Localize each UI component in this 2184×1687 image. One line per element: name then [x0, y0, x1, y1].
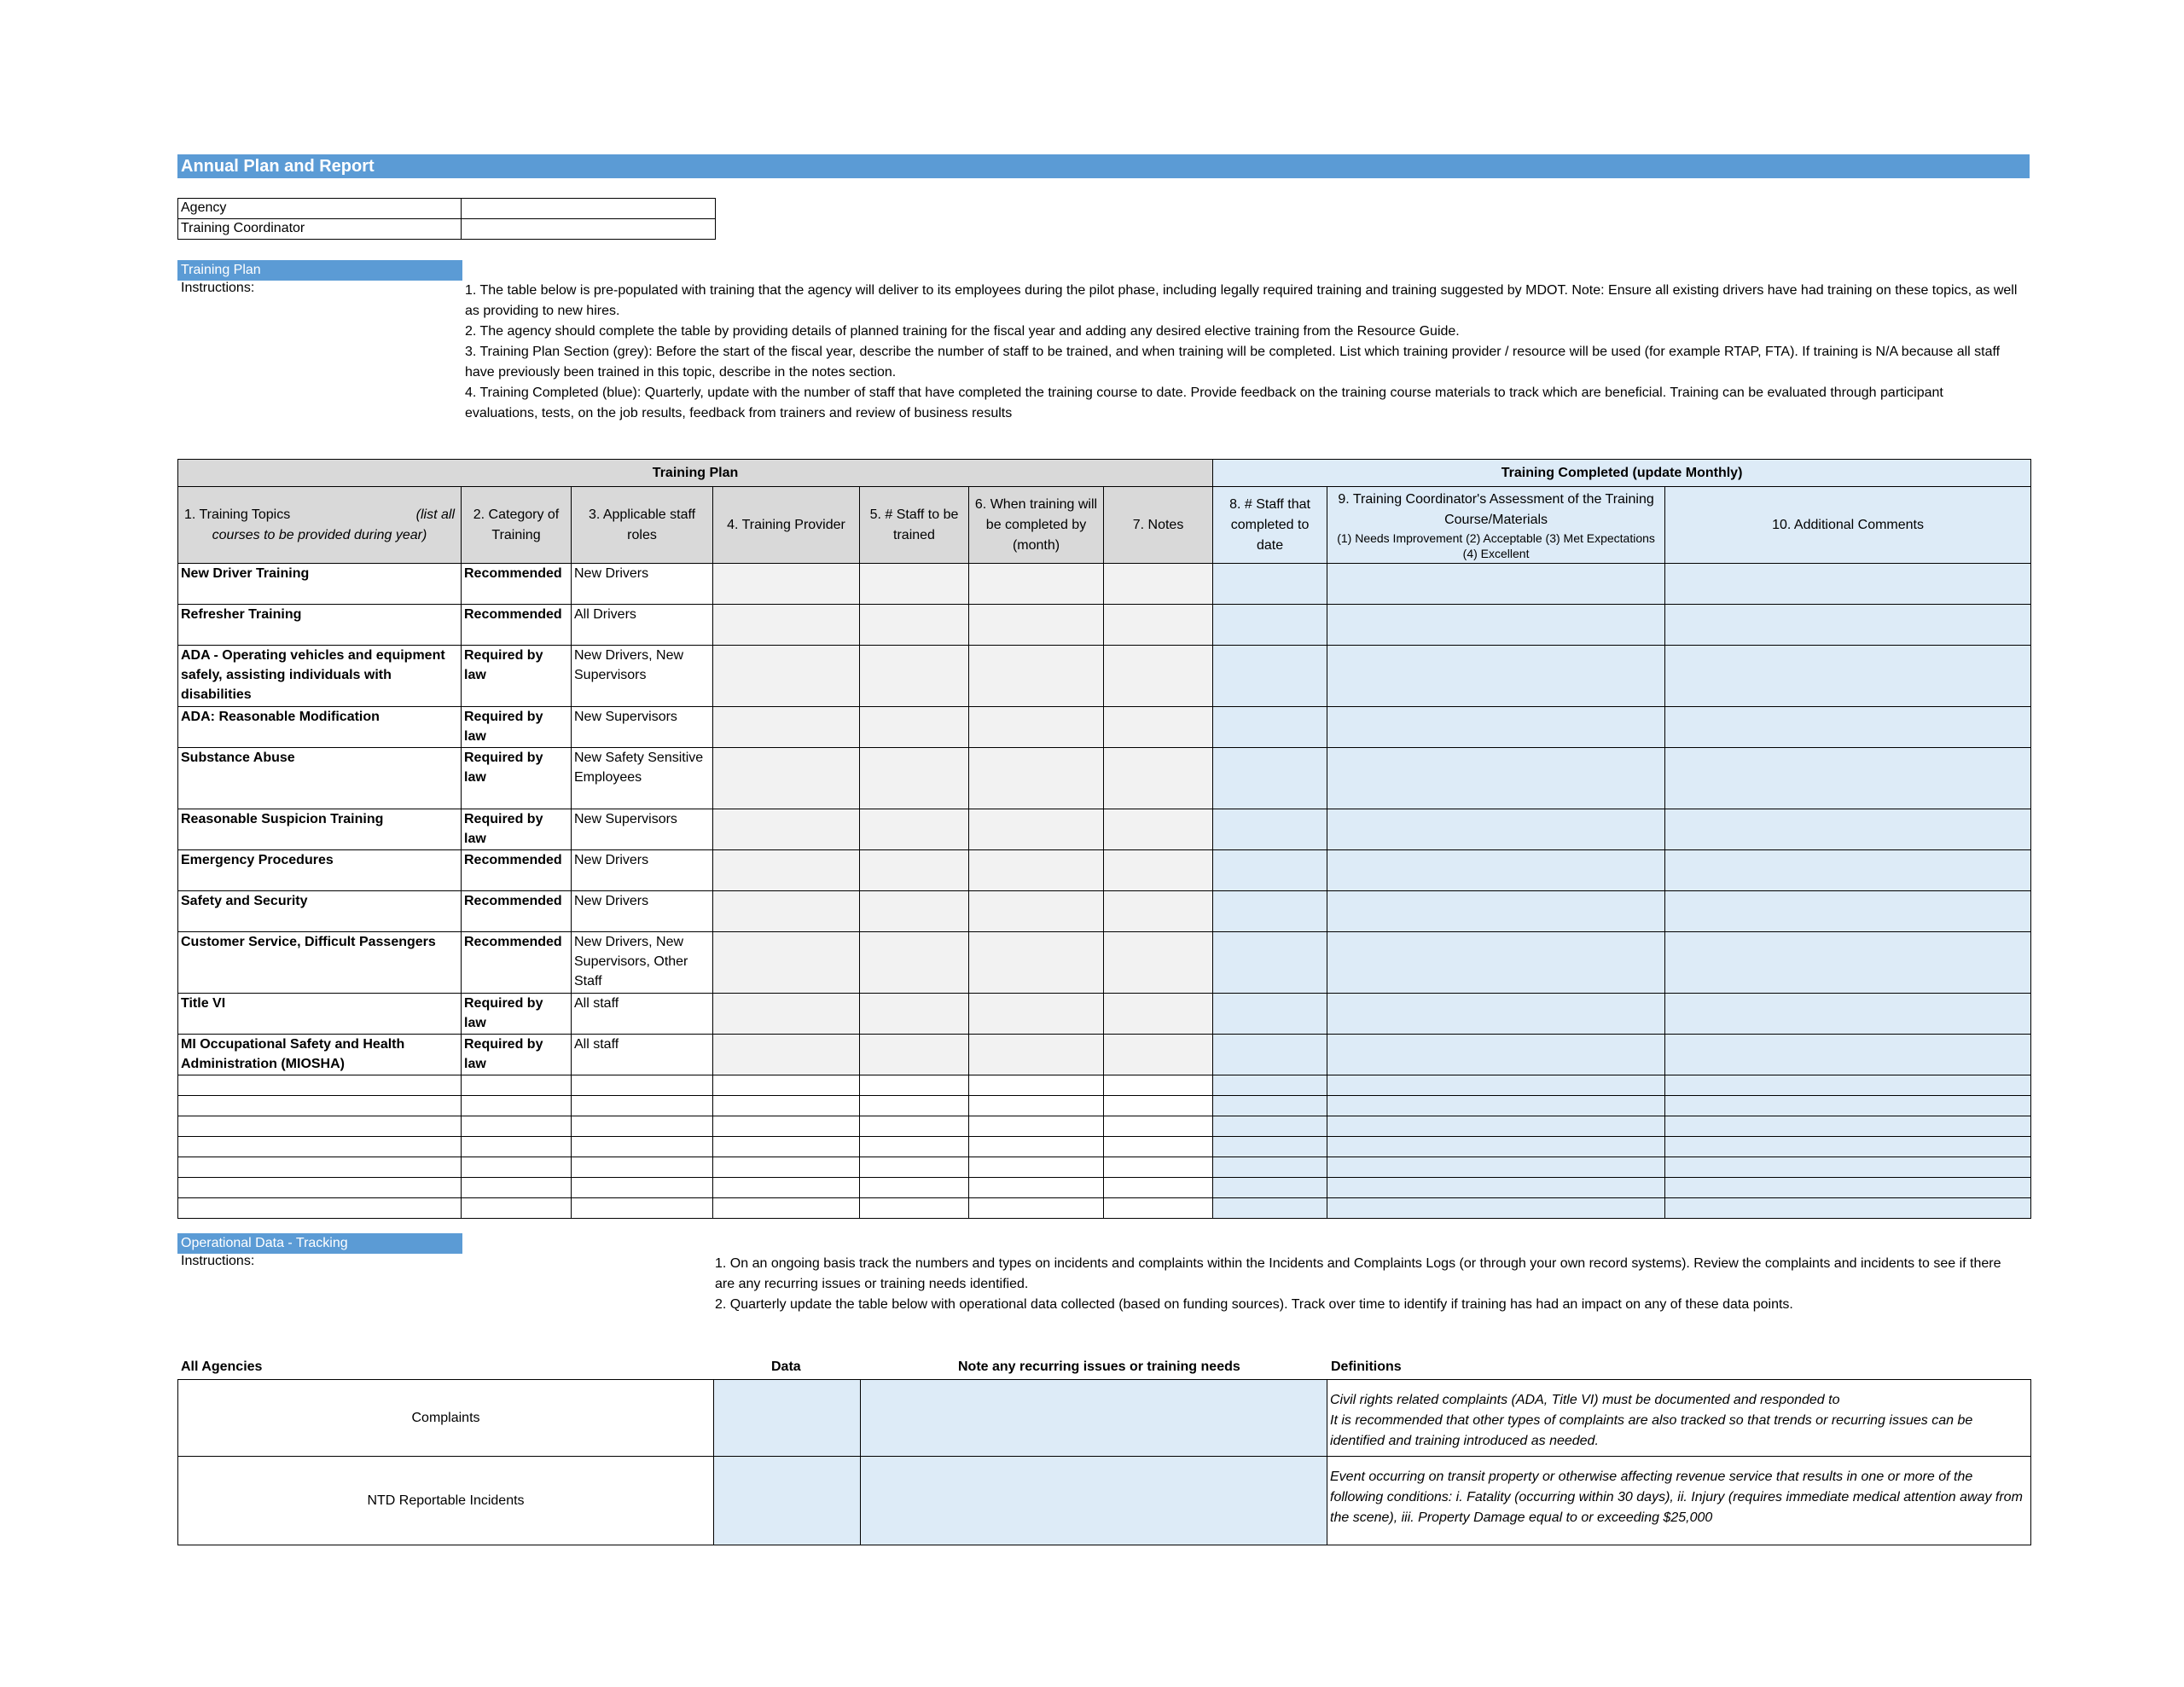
blank-cell[interactable] [713, 1116, 860, 1137]
col-header-roles: 3. Applicable staff roles [572, 487, 713, 564]
topic-cell: ADA: Reasonable Modification [178, 707, 462, 748]
staff-to-train-cell[interactable] [860, 748, 969, 809]
training-instructions [465, 281, 2018, 424]
topic-cell: Emergency Procedures [178, 850, 462, 891]
blank-cell[interactable] [462, 1137, 572, 1157]
blank-cell[interactable] [969, 1157, 1104, 1178]
comments-cell[interactable] [1665, 850, 2031, 891]
ops-definition-cell [1327, 1457, 2031, 1545]
roles-cell: All staff [572, 1035, 713, 1075]
table-row [178, 994, 2031, 1035]
comments-cell[interactable] [1665, 994, 2031, 1035]
staff-completed-cell[interactable] [1213, 809, 1327, 850]
col-header-topics-note-b: courses to be provided during year) [212, 527, 427, 542]
provider-cell[interactable] [713, 809, 860, 850]
staff-to-train-cell[interactable] [860, 646, 969, 707]
blank-row [178, 1075, 2031, 1096]
blank-cell[interactable] [713, 1137, 860, 1157]
assessment-cell[interactable] [1327, 605, 1665, 646]
operational-instructions [715, 1254, 2020, 1315]
blank-cell[interactable] [178, 1178, 462, 1198]
table-row [178, 932, 2031, 994]
blank-cell[interactable] [1104, 1157, 1213, 1178]
plan-group-header: Training Plan [178, 460, 1213, 487]
roles-cell: New Supervisors [572, 809, 713, 850]
coordinator-field[interactable] [462, 219, 716, 240]
blank-cell[interactable] [1665, 1137, 2031, 1157]
staff-completed-cell[interactable] [1213, 891, 1327, 932]
comments-cell[interactable] [1665, 932, 2031, 994]
blank-cell[interactable] [860, 1116, 969, 1137]
col-header-when-completed: 6. When training will be completed by (month) [969, 487, 1104, 564]
topic-cell: MI Occupational Safety and Health Administration (MIOSHA) [178, 1035, 462, 1075]
provider-cell[interactable] [713, 932, 860, 994]
blank-cell[interactable] [1104, 1075, 1213, 1096]
assessment-cell[interactable] [1327, 850, 1665, 891]
blank-cell[interactable] [462, 1075, 572, 1096]
definition-line: Civil rights related complaints (ADA, Title VI) must be documented and responded to [1330, 1393, 1840, 1407]
provider-cell[interactable] [713, 646, 860, 707]
when-completed-cell[interactable] [969, 564, 1104, 605]
ops-header-agencies: All Agencies [181, 1359, 263, 1374]
col-header-topics-main: 1. Training Topics [184, 507, 291, 522]
comments-cell[interactable] [1665, 707, 2031, 748]
category-cell: Required by law [462, 748, 572, 809]
topic-cell: Title VI [178, 994, 462, 1035]
col-header-category: 2. Category of Training [462, 487, 572, 564]
agency-label: Agency [178, 199, 462, 219]
blank-cell[interactable] [713, 1075, 860, 1096]
staff-completed-cell[interactable] [1213, 564, 1327, 605]
blank-cell[interactable] [969, 1178, 1104, 1198]
blank-cell[interactable] [860, 1137, 969, 1157]
blank-cell[interactable] [860, 1178, 969, 1198]
assessment-cell[interactable] [1327, 564, 1665, 605]
blank-cell[interactable] [860, 1096, 969, 1116]
staff-completed-cell[interactable] [1213, 707, 1327, 748]
notes-cell[interactable] [1104, 891, 1213, 932]
blank-cell[interactable] [969, 1075, 1104, 1096]
table-row [178, 809, 2031, 850]
blank-cell[interactable] [1665, 1075, 2031, 1096]
blank-cell[interactable] [1213, 1137, 1327, 1157]
assessment-cell[interactable] [1327, 891, 1665, 932]
ops-note-cell[interactable] [861, 1380, 1327, 1457]
table-row [178, 646, 2031, 707]
category-cell: Required by law [462, 809, 572, 850]
notes-cell[interactable] [1104, 1035, 1213, 1075]
table-row [178, 605, 2031, 646]
notes-cell[interactable] [1104, 994, 1213, 1035]
topic-cell: Substance Abuse [178, 748, 462, 809]
notes-cell[interactable] [1104, 707, 1213, 748]
blank-cell[interactable] [860, 1157, 969, 1178]
comments-cell[interactable] [1665, 891, 2031, 932]
provider-cell[interactable] [713, 605, 860, 646]
staff-to-train-cell[interactable] [860, 564, 969, 605]
provider-cell[interactable] [713, 707, 860, 748]
notes-cell[interactable] [1104, 748, 1213, 809]
category-cell: Recommended [462, 605, 572, 646]
col-header-notes: 7. Notes [1104, 487, 1213, 564]
roles-cell: New Safety Sensitive Employees [572, 748, 713, 809]
blank-row [178, 1116, 2031, 1137]
roles-cell: New Supervisors [572, 707, 713, 748]
blank-cell[interactable] [572, 1116, 713, 1137]
blank-cell[interactable] [572, 1137, 713, 1157]
when-completed-cell[interactable] [969, 707, 1104, 748]
when-completed-cell[interactable] [969, 994, 1104, 1035]
category-cell: Required by law [462, 994, 572, 1035]
blank-cell[interactable] [969, 1116, 1104, 1137]
staff-to-train-cell[interactable] [860, 994, 969, 1035]
notes-cell[interactable] [1104, 605, 1213, 646]
ops-header-definitions: Definitions [1331, 1359, 1402, 1374]
training-plan-section-label: Training Plan [177, 260, 462, 281]
blank-cell[interactable] [178, 1075, 462, 1096]
blank-cell[interactable] [462, 1096, 572, 1116]
roles-cell: New Drivers, New Supervisors [572, 646, 713, 707]
blank-cell[interactable] [969, 1198, 1104, 1219]
operational-instructions-label: Instructions: [181, 1254, 255, 1268]
ops-definition-cell [1327, 1380, 2031, 1457]
staff-completed-cell[interactable] [1213, 850, 1327, 891]
operational-data-table [177, 1379, 2031, 1545]
operational-instruction-1: 1. On an ongoing basis track the numbers and types on incidents and complaints within the Incidents and Complaints Logs (or through your own record systems). Review the complaints and incidents to see if there are any recurring issues or training needs identified. [715, 1256, 2001, 1291]
staff-to-train-cell[interactable] [860, 707, 969, 748]
blank-cell[interactable] [178, 1116, 462, 1137]
blank-cell[interactable] [1104, 1178, 1213, 1198]
when-completed-cell[interactable] [969, 932, 1104, 994]
category-cell: Recommended [462, 932, 572, 994]
when-completed-cell[interactable] [969, 809, 1104, 850]
ops-label-cell: Complaints [178, 1380, 714, 1457]
blank-row [178, 1178, 2031, 1198]
staff-to-train-cell[interactable] [860, 1035, 969, 1075]
provider-cell[interactable] [713, 850, 860, 891]
table-row [178, 564, 2031, 605]
blank-cell[interactable] [1213, 1157, 1327, 1178]
assessment-cell[interactable] [1327, 809, 1665, 850]
blank-cell[interactable] [1213, 1178, 1327, 1198]
staff-to-train-cell[interactable] [860, 850, 969, 891]
page-title: Annual Plan and Report [177, 154, 2030, 178]
blank-cell[interactable] [1665, 1178, 2031, 1198]
blank-row [178, 1137, 2031, 1157]
ops-label-cell: NTD Reportable Incidents [178, 1457, 714, 1545]
when-completed-cell[interactable] [969, 850, 1104, 891]
topic-cell: Refresher Training [178, 605, 462, 646]
col-header-assessment-main: 9. Training Coordinator's Assessment of the Training Course/Materials [1338, 491, 1654, 527]
notes-cell[interactable] [1104, 850, 1213, 891]
blank-cell[interactable] [1327, 1116, 1665, 1137]
blank-cell[interactable] [572, 1075, 713, 1096]
col-header-topics [178, 487, 462, 564]
blank-cell[interactable] [1665, 1116, 2031, 1137]
operational-section-label: Operational Data - Tracking [177, 1233, 462, 1254]
blank-cell[interactable] [178, 1198, 462, 1219]
blank-cell[interactable] [462, 1198, 572, 1219]
provider-cell[interactable] [713, 1035, 860, 1075]
comments-cell[interactable] [1665, 1035, 2031, 1075]
blank-cell[interactable] [572, 1096, 713, 1116]
staff-to-train-cell[interactable] [860, 809, 969, 850]
staff-to-train-cell[interactable] [860, 891, 969, 932]
table-row [178, 707, 2031, 748]
topic-cell: New Driver Training [178, 564, 462, 605]
when-completed-cell[interactable] [969, 748, 1104, 809]
assessment-cell[interactable] [1327, 646, 1665, 707]
category-cell: Recommended [462, 564, 572, 605]
col-header-staff-completed: 8. # Staff that completed to date [1213, 487, 1327, 564]
blank-cell[interactable] [178, 1157, 462, 1178]
staff-completed-cell[interactable] [1213, 1035, 1327, 1075]
when-completed-cell[interactable] [969, 1035, 1104, 1075]
staff-completed-cell[interactable] [1213, 748, 1327, 809]
training-instruction-1: 1. The table below is pre-populated with training that the agency will deliver to its employees during the pilot phase, including legally required training and training suggested by MDOT. Note: Ensure all existing drivers have had training on these topics, as well as providing to new hires. [465, 283, 2018, 318]
col-header-provider: 4. Training Provider [713, 487, 860, 564]
blank-cell[interactable] [1327, 1096, 1665, 1116]
operational-instruction-2: 2. Quarterly update the table below with operational data collected (based on funding sources). Track over time to identify if training has had an impact on any of these data points. [715, 1297, 1793, 1312]
roles-cell: New Drivers [572, 850, 713, 891]
when-completed-cell[interactable] [969, 891, 1104, 932]
blank-cell[interactable] [713, 1178, 860, 1198]
staff-completed-cell[interactable] [1213, 646, 1327, 707]
when-completed-cell[interactable] [969, 646, 1104, 707]
col-header-assessment [1327, 487, 1665, 564]
blank-row [178, 1157, 2031, 1178]
assessment-cell[interactable] [1327, 932, 1665, 994]
blank-cell[interactable] [572, 1178, 713, 1198]
ops-header-note: Note any recurring issues or training needs [958, 1359, 1240, 1374]
training-instruction-4: 4. Training Completed (blue): Quarterly, update with the number of staff that have completed the training course to date. Provide feedback on the training course materials to track which are beneficial. Training can be evaluated through participant evaluations, tests, on the job results, feedback from trainers and review of business results [465, 386, 1943, 420]
blank-cell[interactable] [1213, 1096, 1327, 1116]
agency-info-table [177, 198, 716, 240]
coordinator-label: Training Coordinator [178, 219, 462, 240]
roles-cell: New Drivers, New Supervisors, Other Staff [572, 932, 713, 994]
training-instructions-label: Instructions: [181, 281, 255, 295]
assessment-cell[interactable] [1327, 994, 1665, 1035]
blank-cell[interactable] [713, 1198, 860, 1219]
assessment-cell[interactable] [1327, 1035, 1665, 1075]
blank-cell[interactable] [1213, 1198, 1327, 1219]
blank-cell[interactable] [1104, 1198, 1213, 1219]
blank-cell[interactable] [1327, 1137, 1665, 1157]
col-header-comments: 10. Additional Comments [1665, 487, 2031, 564]
ops-data-cell[interactable] [714, 1380, 861, 1457]
ops-data-cell[interactable] [714, 1457, 861, 1545]
topic-cell: Customer Service, Difficult Passengers [178, 932, 462, 994]
provider-cell[interactable] [713, 748, 860, 809]
assessment-cell[interactable] [1327, 707, 1665, 748]
blank-cell[interactable] [178, 1137, 462, 1157]
blank-cell[interactable] [572, 1198, 713, 1219]
blank-cell[interactable] [969, 1096, 1104, 1116]
notes-cell[interactable] [1104, 564, 1213, 605]
blank-cell[interactable] [1327, 1157, 1665, 1178]
definition-line: It is recommended that other types of complaints are also tracked so that trends or recurring issues can be identified and training introduced as needed. [1330, 1413, 1973, 1448]
blank-cell[interactable] [969, 1137, 1104, 1157]
blank-cell[interactable] [1104, 1116, 1213, 1137]
training-plan-table [177, 459, 2031, 1219]
blank-cell[interactable] [1104, 1137, 1213, 1157]
comments-cell[interactable] [1665, 605, 2031, 646]
comments-cell[interactable] [1665, 564, 2031, 605]
blank-cell[interactable] [1327, 1075, 1665, 1096]
blank-cell[interactable] [1213, 1116, 1327, 1137]
table-row [178, 891, 2031, 932]
table-row [178, 748, 2031, 809]
blank-row [178, 1198, 2031, 1219]
blank-cell[interactable] [462, 1157, 572, 1178]
category-cell: Recommended [462, 891, 572, 932]
blank-cell[interactable] [713, 1096, 860, 1116]
ops-note-cell[interactable] [861, 1457, 1327, 1545]
blank-cell[interactable] [1104, 1096, 1213, 1116]
col-header-staff-to-train: 5. # Staff to be trained [860, 487, 969, 564]
notes-cell[interactable] [1104, 809, 1213, 850]
blank-cell[interactable] [860, 1198, 969, 1219]
blank-cell[interactable] [1665, 1198, 2031, 1219]
comments-cell[interactable] [1665, 748, 2031, 809]
provider-cell[interactable] [713, 564, 860, 605]
category-cell: Required by law [462, 707, 572, 748]
col-header-topics-note-a: (list all [415, 507, 455, 522]
definition-line: Event occurring on transit property or otherwise affecting revenue service that results in one or more of the following conditions: i. Fatality (occurring within 30 days), ii. Injury (requires immediate medical attention away from the scene), iii. Property Damage equal to or exceeding $25,000 [1330, 1470, 2023, 1525]
blank-cell[interactable] [1665, 1157, 2031, 1178]
category-cell: Required by law [462, 646, 572, 707]
when-completed-cell[interactable] [969, 605, 1104, 646]
staff-completed-cell[interactable] [1213, 994, 1327, 1035]
notes-cell[interactable] [1104, 646, 1213, 707]
roles-cell: All Drivers [572, 605, 713, 646]
staff-completed-cell[interactable] [1213, 605, 1327, 646]
blank-cell[interactable] [572, 1157, 713, 1178]
category-cell: Required by law [462, 1035, 572, 1075]
blank-cell[interactable] [462, 1178, 572, 1198]
comments-cell[interactable] [1665, 809, 2031, 850]
col-header-assessment-scale: (1) Needs Improvement (2) Acceptable (3) Met Expectations (4) Excellent [1337, 530, 1655, 560]
staff-to-train-cell[interactable] [860, 605, 969, 646]
roles-cell: New Drivers [572, 891, 713, 932]
provider-cell[interactable] [713, 891, 860, 932]
roles-cell: New Drivers [572, 564, 713, 605]
ops-header-data: Data [771, 1359, 801, 1374]
blank-cell[interactable] [1327, 1178, 1665, 1198]
blank-cell[interactable] [178, 1096, 462, 1116]
blank-row [178, 1096, 2031, 1116]
provider-cell[interactable] [713, 994, 860, 1035]
notes-cell[interactable] [1104, 932, 1213, 994]
blank-cell[interactable] [860, 1075, 969, 1096]
training-instruction-2: 2. The agency should complete the table by providing details of planned training for the fiscal year and adding any desired elective training from the Resource Guide. [465, 324, 1460, 339]
topic-cell: ADA - Operating vehicles and equipment safely, assisting individuals with disabilities [178, 646, 462, 707]
staff-completed-cell[interactable] [1213, 932, 1327, 994]
blank-cell[interactable] [462, 1116, 572, 1137]
table-row [178, 850, 2031, 891]
blank-cell[interactable] [1665, 1096, 2031, 1116]
table-row [178, 1035, 2031, 1075]
comments-cell[interactable] [1665, 646, 2031, 707]
ops-row [178, 1380, 2031, 1457]
completed-group-header: Training Completed (update Monthly) [1213, 460, 2031, 487]
blank-cell[interactable] [1213, 1075, 1327, 1096]
blank-cell[interactable] [1327, 1198, 1665, 1219]
category-cell: Recommended [462, 850, 572, 891]
agency-field[interactable] [462, 199, 716, 219]
topic-cell: Reasonable Suspicion Training [178, 809, 462, 850]
roles-cell: All staff [572, 994, 713, 1035]
training-instruction-3: 3. Training Plan Section (grey): Before the start of the fiscal year, describe the number of staff to be trained, and when training will be completed. List which training provider / resource will be used (for example RTAP, FTA). If training is N/A because all staff have previously been trained in this topic, describe in the notes section. [465, 345, 2001, 380]
topic-cell: Safety and Security [178, 891, 462, 932]
assessment-cell[interactable] [1327, 748, 1665, 809]
ops-row [178, 1457, 2031, 1545]
blank-cell[interactable] [713, 1157, 860, 1178]
staff-to-train-cell[interactable] [860, 932, 969, 994]
